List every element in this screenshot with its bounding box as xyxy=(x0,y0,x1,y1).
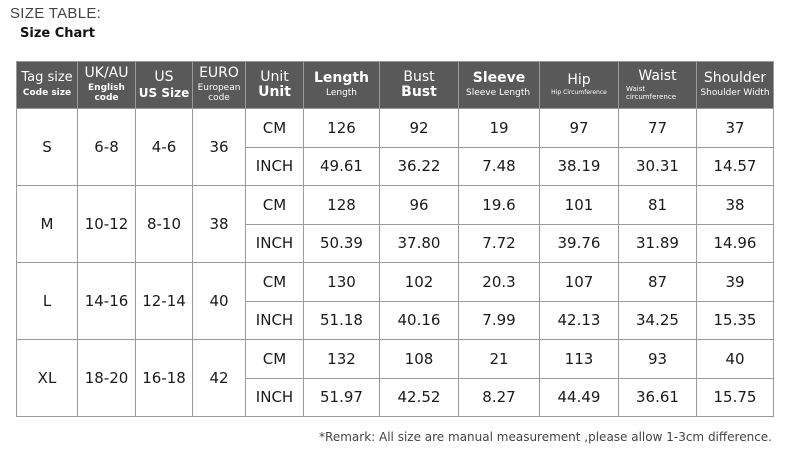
length-cell: 128 xyxy=(304,186,380,225)
bust-cell: 40.16 xyxy=(380,301,459,340)
waist-cell: 81 xyxy=(619,186,697,225)
waist-cell: 36.61 xyxy=(619,378,697,417)
shoulder-cell: 15.35 xyxy=(697,301,774,340)
header-waist-main: Waist xyxy=(638,67,677,84)
header-euro xyxy=(193,62,246,109)
tag-size-cell: L xyxy=(17,263,78,340)
header-bust-sub: Bust xyxy=(401,84,437,100)
bust-cell: 108 xyxy=(380,340,459,379)
waist-cell: 77 xyxy=(619,109,697,148)
sleeve-cell: 8.27 xyxy=(459,378,540,417)
hip-cell: 107 xyxy=(540,263,619,302)
header-sleeve-main: Sleeve xyxy=(472,70,526,87)
header-uk-au-sub: English code xyxy=(88,82,125,103)
bust-cell: 96 xyxy=(380,186,459,225)
sleeve-cell: 21 xyxy=(459,340,540,379)
sleeve-cell: 7.48 xyxy=(459,147,540,186)
remark-note: *Remark: All size are manual measurement ,please allow 1-3cm difference. xyxy=(319,430,772,444)
header-bust-main: Bust xyxy=(403,68,435,85)
table-row xyxy=(17,340,774,379)
table-row xyxy=(17,263,774,302)
shoulder-cell: 37 xyxy=(697,109,774,148)
header-hip-sub: Hip Circumference xyxy=(551,89,607,97)
header-bust xyxy=(380,62,459,109)
unit-cell: CM xyxy=(246,263,304,302)
waist-cell: 34.25 xyxy=(619,301,697,340)
waist-cell: 30.31 xyxy=(619,147,697,186)
length-cell: 126 xyxy=(304,109,380,148)
header-shoulder-main: Shoulder xyxy=(703,70,767,87)
euro-cell: 38 xyxy=(193,186,246,263)
header-unit-sub: Unit xyxy=(258,84,291,100)
header-uk-au-main: UK/AU xyxy=(84,65,129,82)
us-cell: 8-10 xyxy=(136,186,193,263)
header-shoulder-sub: Shoulder Width xyxy=(700,87,770,98)
header-unit-main: Unit xyxy=(260,68,289,85)
unit-cell: INCH xyxy=(246,224,304,263)
header-length-sub: Length xyxy=(325,87,358,98)
euro-cell: 36 xyxy=(193,109,246,186)
size-chart-table xyxy=(16,61,774,417)
bust-cell: 102 xyxy=(380,263,459,302)
sleeve-cell: 19 xyxy=(459,109,540,148)
shoulder-cell: 39 xyxy=(697,263,774,302)
header-uk-au xyxy=(78,62,136,109)
waist-cell: 93 xyxy=(619,340,697,379)
header-us xyxy=(136,62,193,109)
uk-au-cell: 6-8 xyxy=(78,109,136,186)
header-unit xyxy=(246,62,304,109)
hip-cell: 97 xyxy=(540,109,619,148)
hip-cell: 38.19 xyxy=(540,147,619,186)
hip-cell: 44.49 xyxy=(540,378,619,417)
euro-cell: 40 xyxy=(193,263,246,340)
header-sleeve-sub: Sleeve Length xyxy=(466,87,531,98)
uk-au-cell: 18-20 xyxy=(78,340,136,417)
us-cell: 16-18 xyxy=(136,340,193,417)
header-waist-sub: Waist circumference xyxy=(626,85,677,101)
sleeve-cell: 19.6 xyxy=(459,186,540,225)
hip-cell: 42.13 xyxy=(540,301,619,340)
us-cell: 4-6 xyxy=(136,109,193,186)
header-length-main: Length xyxy=(313,70,370,87)
tag-size-cell: XL xyxy=(17,340,78,417)
length-cell: 50.39 xyxy=(304,224,380,263)
sleeve-cell: 7.72 xyxy=(459,224,540,263)
us-cell: 12-14 xyxy=(136,263,193,340)
shoulder-cell: 15.75 xyxy=(697,378,774,417)
header-euro-sub: European code xyxy=(197,82,241,103)
header-tag-size xyxy=(17,62,78,109)
tag-size-cell: S xyxy=(17,109,78,186)
header-waist xyxy=(619,62,697,109)
length-cell: 130 xyxy=(304,263,380,302)
unit-cell: CM xyxy=(246,340,304,379)
unit-cell: CM xyxy=(246,109,304,148)
hip-cell: 101 xyxy=(540,186,619,225)
bust-cell: 42.52 xyxy=(380,378,459,417)
bust-cell: 37.80 xyxy=(380,224,459,263)
header-hip xyxy=(540,62,619,109)
table-row xyxy=(17,186,774,225)
bust-cell: 92 xyxy=(380,109,459,148)
length-cell: 132 xyxy=(304,340,380,379)
table-row xyxy=(17,109,774,148)
unit-cell: INCH xyxy=(246,378,304,417)
unit-cell: INCH xyxy=(246,147,304,186)
uk-au-cell: 10-12 xyxy=(78,186,136,263)
size-table-label: SIZE TABLE: xyxy=(10,5,102,22)
length-cell: 49.61 xyxy=(304,147,380,186)
header-tag-size-sub: Code size xyxy=(22,87,72,98)
length-cell: 51.18 xyxy=(304,301,380,340)
header-hip-main: Hip xyxy=(567,72,591,88)
bust-cell: 36.22 xyxy=(380,147,459,186)
shoulder-cell: 14.57 xyxy=(697,147,774,186)
length-cell: 51.97 xyxy=(304,378,380,417)
hip-cell: 39.76 xyxy=(540,224,619,263)
header-length xyxy=(304,62,380,109)
unit-cell: INCH xyxy=(246,301,304,340)
header-euro-main: EURO xyxy=(199,65,239,82)
shoulder-cell: 14.96 xyxy=(697,224,774,263)
header-shoulder xyxy=(697,62,774,109)
euro-cell: 42 xyxy=(193,340,246,417)
waist-cell: 31.89 xyxy=(619,224,697,263)
header-us-sub: US Size xyxy=(138,86,190,101)
header-us-main: US xyxy=(154,68,174,85)
sleeve-cell: 20.3 xyxy=(459,263,540,302)
header-tag-size-main: Tag size xyxy=(21,70,73,86)
sleeve-cell: 7.99 xyxy=(459,301,540,340)
uk-au-cell: 14-16 xyxy=(78,263,136,340)
header-row xyxy=(17,62,774,109)
shoulder-cell: 38 xyxy=(697,186,774,225)
unit-cell: CM xyxy=(246,186,304,225)
tag-size-cell: M xyxy=(17,186,78,263)
size-table-body xyxy=(17,109,774,417)
hip-cell: 113 xyxy=(540,340,619,379)
header-sleeve xyxy=(459,62,540,109)
waist-cell: 87 xyxy=(619,263,697,302)
size-chart-title: Size Chart xyxy=(20,26,95,41)
shoulder-cell: 40 xyxy=(697,340,774,379)
